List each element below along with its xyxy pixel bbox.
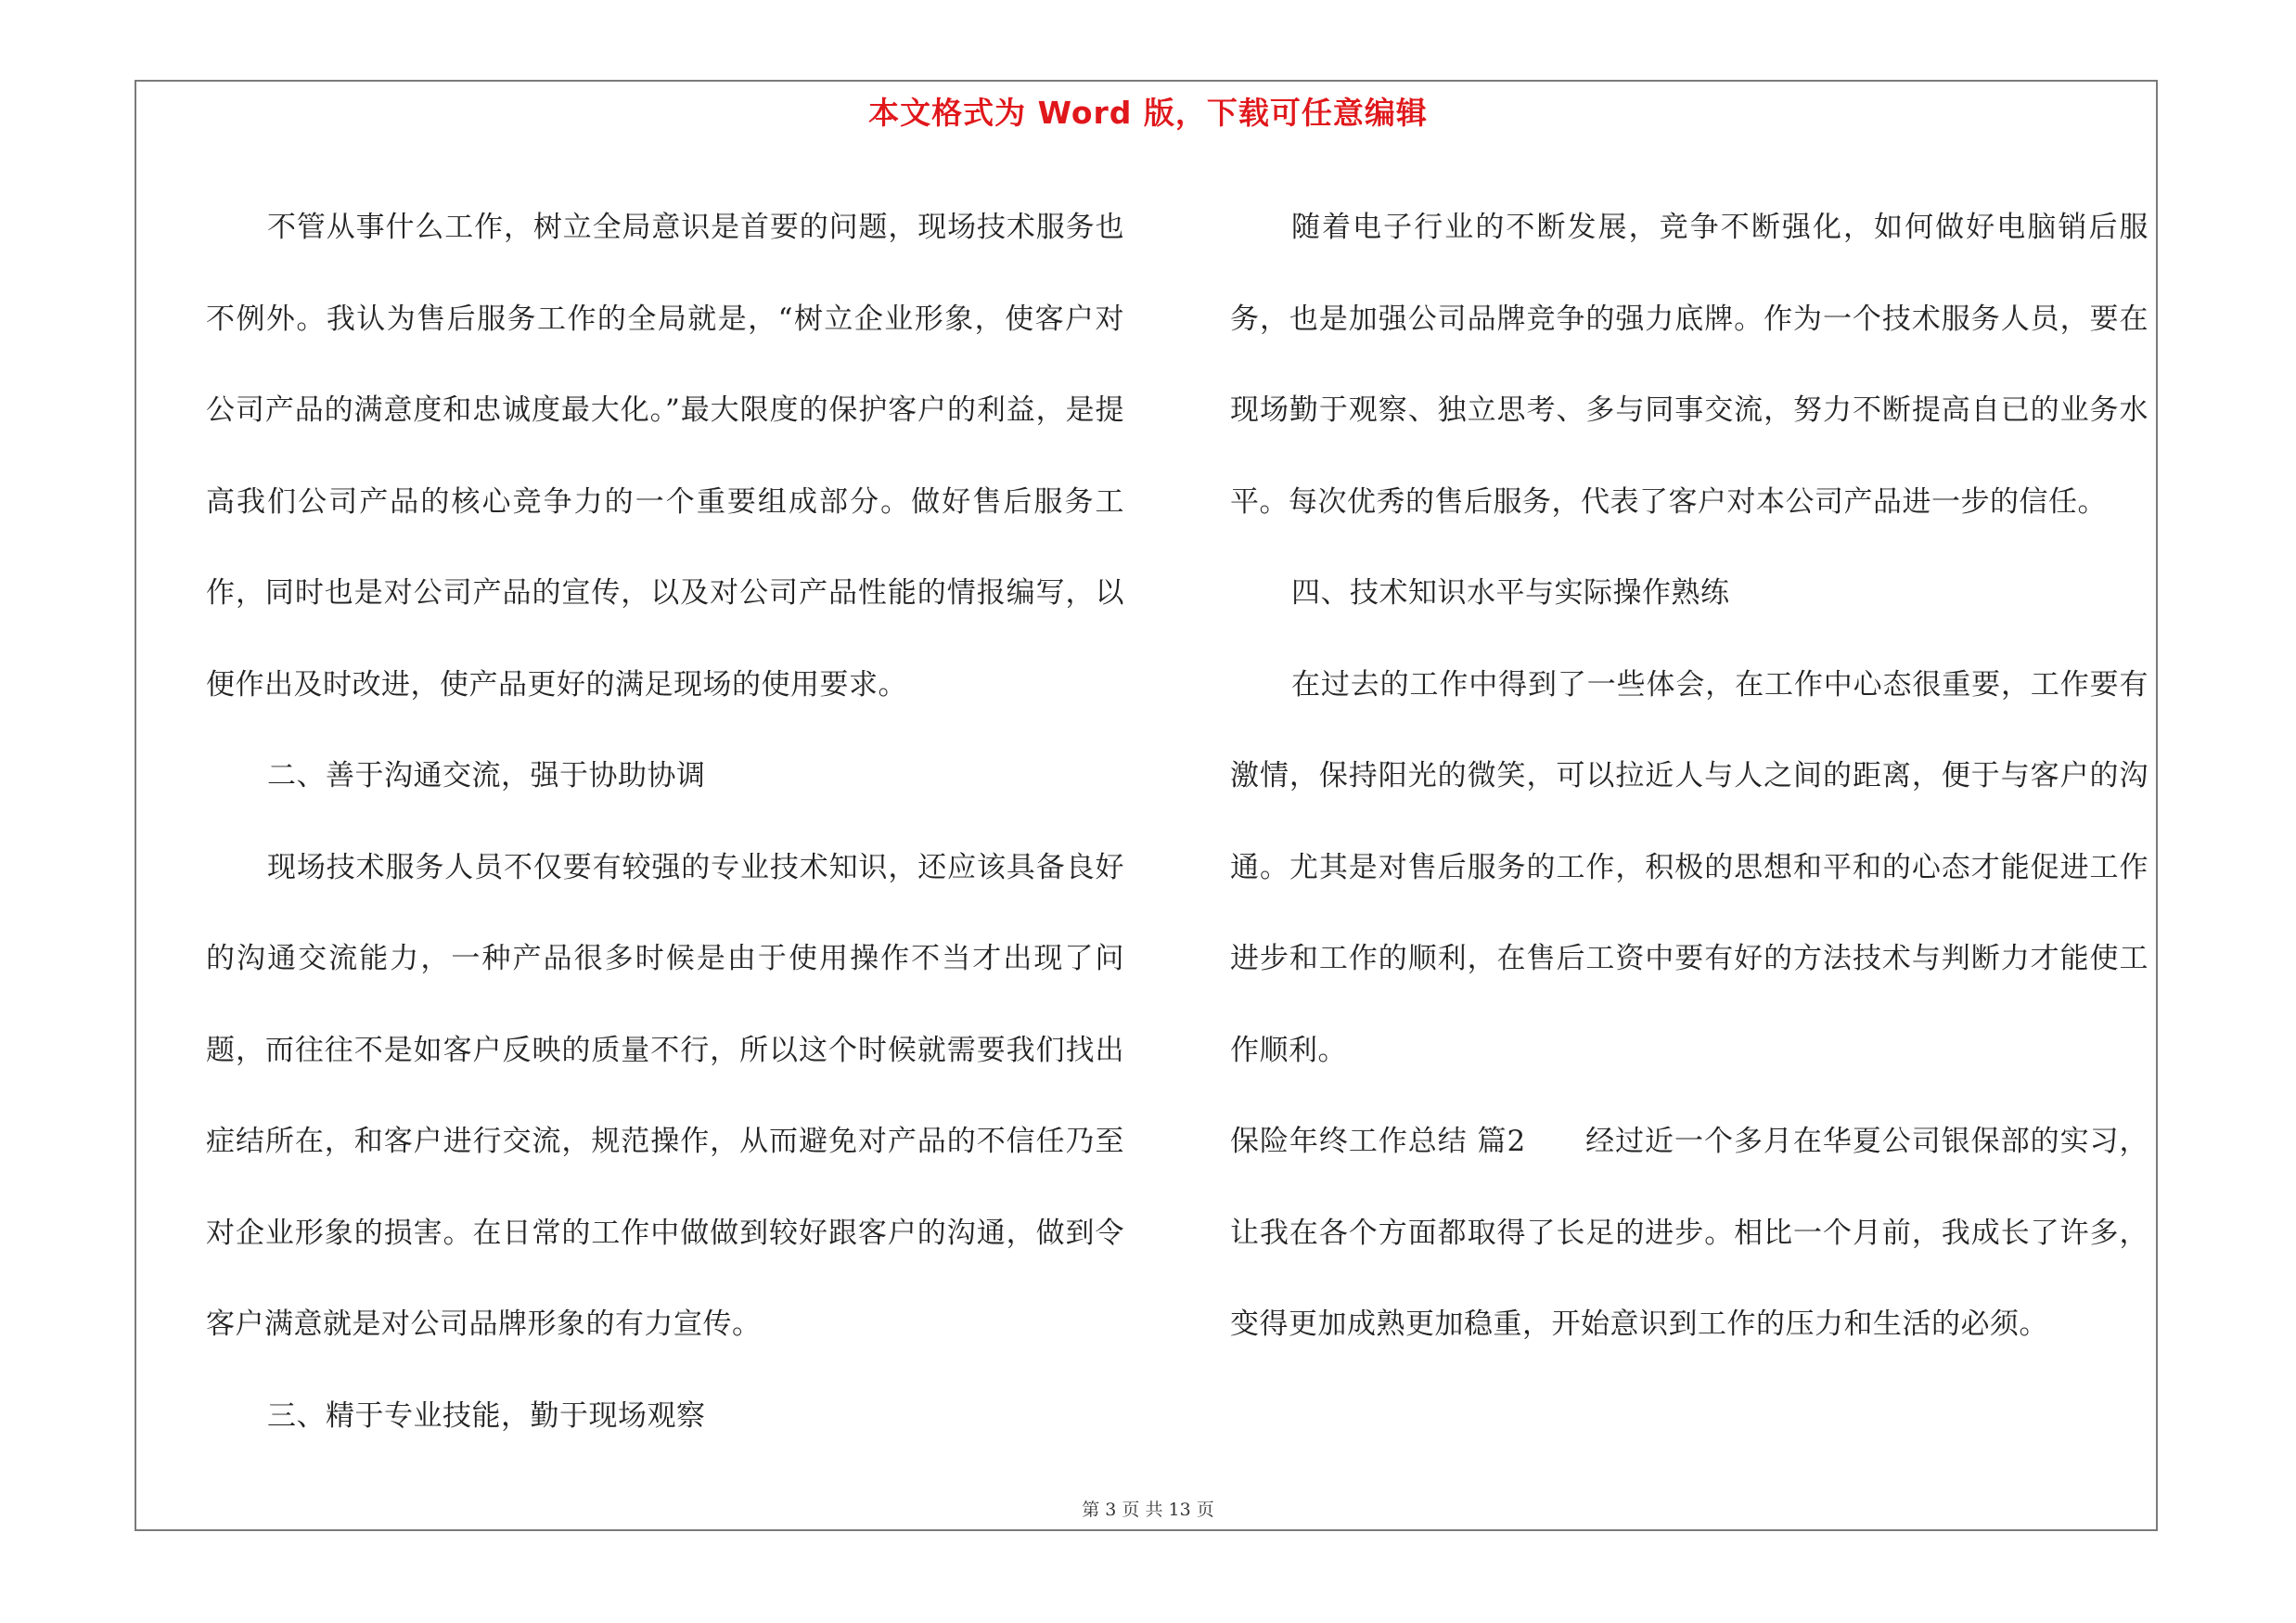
paragraph: 随着电子行业的不断发展，竞争不断强化，如何做好电脑销后服务，也是加强公司品牌竞争的强力底牌。作为一个技术服务人员，要在现场勤于观察、独立思考、多与同事交流，努力不断提高自已的业务水平。每次优秀的售后服务，代表了客户对本公司产品进一步的信任。 [1230, 211, 2148, 519]
left-column [206, 182, 1124, 1462]
paragraph: 现场技术服务人员不仅要有较强的专业技术知识，还应该具备良好的沟通交流能力，一种产品很多时候是由于使用操作不当才出现了问题，而往往不是如客户反映的质量不行，所以这个时候就需要我们找出症结所在，和客户进行交流，规范操作，从而避免对产品的不信任乃至对企业形象的损害。在日常的工作中做做到较好跟客户的沟通，做到令客户满意就是对公司品牌形象的有力宣传。 [206, 850, 1124, 1341]
right-column [1230, 182, 2148, 1371]
paragraph: 保险年终工作总结 篇2 经过近一个多月在华夏公司银保部的实习，让我在各个方面都取得了长足的进步。相比一个月前，我成长了许多，变得更加成熟更加稳重，开始意识到工作的压力和生活的必须。 [1230, 1125, 2148, 1341]
page-number-footer: 第 3 页 共 13 页 [1082, 1500, 1214, 1520]
section-heading: 二、善于沟通交流，强于协助协调 [267, 759, 706, 792]
paragraph: 不管从事什么工作，树立全局意识是首要的问题，现场技术服务也不例外。我认为售后服务工作的全局就是，“树立企业形象，使客户对公司产品的满意度和忠诚度最大化。”最大限度的保护客户的利益，是提高我们公司产品的核心竞争力的一个重要组成部分。做好售后服务工作，同时也是对公司产品的宣传，以及对公司产品性能的情报编写，以便作出及时改进，使产品更好的满足现场的使用要求。 [206, 211, 1124, 702]
section-heading: 三、精于专业技能，勤于现场观察 [267, 1398, 706, 1433]
paragraph: 在过去的工作中得到了一些体会，在工作中心态很重要，工作要有激情，保持阳光的微笑，可以拉近人与人之间的距离，便于与客户的沟通。尤其是对售后服务的工作，积极的思想和平和的心态才能促进工作进步和工作的顺利，在售后工资中要有好的方法技术与判断力才能使工作顺利。 [1230, 667, 2148, 1067]
format-notice-banner: 本文格式为 Word 版，下载可任意编辑 [868, 95, 1428, 131]
section-heading: 四、技术知识水平与实际操作熟练 [1291, 576, 1730, 610]
